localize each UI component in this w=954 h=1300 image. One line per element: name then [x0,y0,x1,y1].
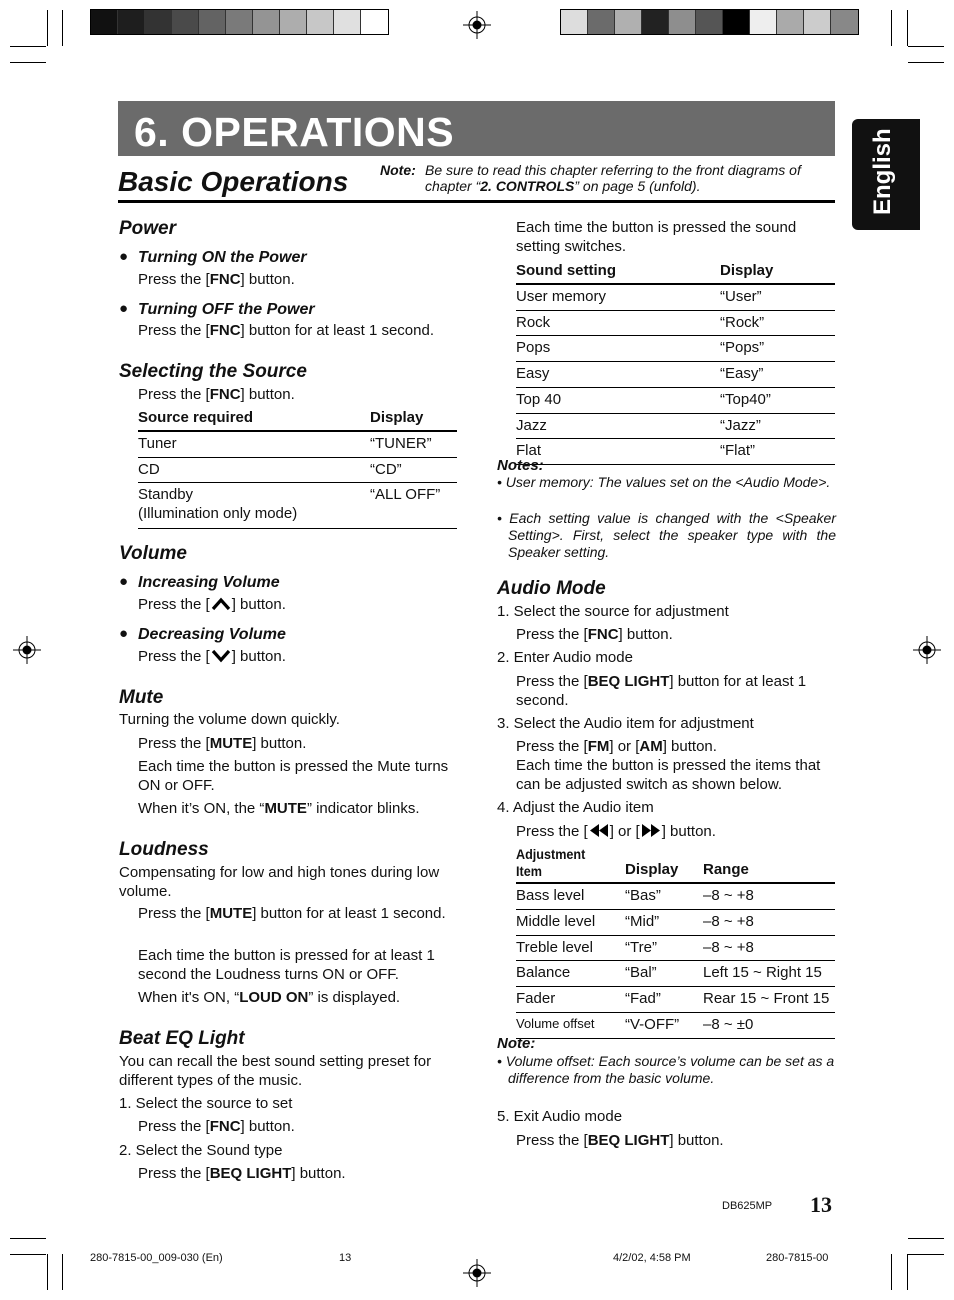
audio-step-4: 4. Adjust the Audio item [497,799,654,816]
table-row [516,362,835,388]
table-header: Source required [138,407,370,431]
chapter-note [380,162,836,194]
table-row [516,439,835,465]
table-header: Display [720,260,835,284]
crop-mark [908,1238,944,1239]
registration-mark-icon [13,636,41,664]
chapter-header-bar [118,101,835,156]
table-cell: “Mid” [625,909,703,935]
section-title: Basic Operations [118,166,349,197]
loudness-description: Each time the button is pressed for at least 1 second the Loudness turns ON or OFF. [138,947,435,983]
crop-mark [891,1254,892,1290]
table-row [516,909,835,935]
audio-step-3-instruction: Press the [FM] or [AM] button. [516,738,717,755]
table-cell: Top 40 [516,387,720,413]
color-bar-left [90,9,389,35]
turning-on-heading: Turning ON the Power [138,249,307,266]
audio-step-4-instruction: Press the [ ] or [ ] button. [516,823,716,840]
table-cell: Easy [516,362,720,388]
color-swatch [642,10,669,34]
registration-mark-icon [463,1259,491,1287]
source-instruction: Press the [FNC] button. [138,386,295,403]
color-swatch [199,10,226,34]
table-cell: –8 ~ ±0 [703,1012,835,1038]
table-cell: Balance [516,961,625,987]
color-swatch [307,10,334,34]
table-cell: Left 15 ~ Right 15 [703,961,835,987]
table-cell: “Pops” [720,336,835,362]
crop-mark [10,1254,46,1255]
table-header-row [516,260,835,284]
table-header-row [138,407,457,431]
beq-step-1-instruction: Press the [FNC] button. [138,1118,295,1135]
chevron-down-icon [210,648,232,664]
table-cell: “Top40” [720,387,835,413]
crop-mark [908,1254,944,1255]
notes-label: Notes: [497,457,544,474]
language-tab-label: English [869,128,896,215]
mute-description: Each time the button is pressed the Mute turns ON or OFF. [138,758,449,794]
beq-intro: You can recall the best sound setting preset for different types of the music. [119,1053,432,1089]
table-cell: Tuner [138,431,370,457]
bullet-icon: ● [119,573,129,590]
crop-mark [47,10,48,46]
table-cell: Fader [516,987,625,1013]
table-row [516,387,835,413]
footer-file: 280-7815-00_009-030 (En) [90,1252,223,1264]
table-cell: Standby (Illumination only mode) [138,483,370,529]
table-cell: “User” [720,284,835,310]
loudness-instruction: Press the [MUTE] button for at least 1 second. [138,905,446,922]
color-swatch [361,10,388,34]
mute-indicator-text: When it’s ON, the “MUTE” indicator blinks. [138,800,420,817]
crop-mark [10,62,46,63]
table-cell: “TUNER” [370,431,457,457]
note-label: Note: [380,162,416,178]
table-row [516,336,835,362]
audio-step-5: 5. Exit Audio mode [497,1108,623,1125]
seek-forward-icon [640,822,662,839]
crop-mark [10,1238,46,1239]
table-cell: Volume offset [516,1012,625,1038]
table-cell: Jazz [516,413,720,439]
audio-note-label: Note: [497,1035,536,1052]
color-swatch [615,10,642,34]
table-cell: “V-OFF” [625,1012,703,1038]
crop-mark [62,1254,63,1290]
table-cell: “Fad” [625,987,703,1013]
table-header: Sound setting [516,260,720,284]
table-cell: “Bas” [625,883,703,909]
table-cell: Rear 15 ~ Front 15 [703,987,835,1013]
crop-mark [908,46,944,47]
color-swatch [588,10,615,34]
table-row [516,961,835,987]
color-swatch [561,10,588,34]
table-cell: Pops [516,336,720,362]
table-row [516,987,835,1013]
power-heading: Power [119,218,177,239]
crop-mark [907,10,908,46]
color-swatch [91,10,118,34]
chevron-up-icon [210,596,232,612]
power-off-instruction: Press the [FNC] button for at least 1 second. [138,322,434,339]
footer-code: 280-7815-00 [766,1252,829,1264]
registration-mark-icon [463,11,491,39]
decrease-instruction: Press the [ ] button. [138,648,286,665]
table-row [516,413,835,439]
audio-mode-heading: Audio Mode [497,578,606,599]
table-cell: “CD” [370,457,457,483]
header-rule [118,200,835,203]
table-cell: Rock [516,310,720,336]
table-row [516,310,835,336]
beq-step-2-instruction: Press the [BEQ LIGHT] button. [138,1165,346,1182]
audio-step-2-instruction: Press the [BEQ LIGHT] button for at least 1 second. [516,673,807,709]
audio-step-1: 1. Select the source for adjustment [497,603,729,620]
sound-note-1: • User memory: The values set on the <Audio Mode>. [497,474,831,490]
table-header-row [516,845,835,883]
color-swatch [253,10,280,34]
color-swatch [172,10,199,34]
registration-mark-icon [913,636,941,664]
crop-mark [47,1254,48,1290]
mute-instruction: Press the [MUTE] button. [138,735,307,752]
audio-adjustment-table [516,845,835,1039]
color-swatch [226,10,253,34]
bullet-icon: ● [119,300,129,317]
table-cell: “Tre” [625,935,703,961]
language-tab [852,119,920,230]
table-cell: Middle level [516,909,625,935]
volume-heading: Volume [119,543,187,564]
crop-mark [907,1254,908,1290]
page-number: 13 [810,1192,832,1217]
color-swatch [696,10,723,34]
table-cell: “ALL OFF” [370,483,457,529]
color-swatch [669,10,696,34]
color-swatch [723,10,750,34]
turning-off-heading: Turning OFF the Power [138,301,315,318]
color-swatch [831,10,858,34]
table-row [138,457,457,483]
audio-step-3: 3. Select the Audio item for adjustment [497,715,754,732]
audio-step-5-instruction: Press the [BEQ LIGHT] button. [516,1132,724,1149]
loudness-intro: Compensating for low and high tones during low volume. [119,864,440,900]
crop-mark [10,46,46,47]
footer-date: 4/2/02, 4:58 PM [613,1252,691,1264]
source-heading: Selecting the Source [119,361,307,382]
note-text-bold: 2. CONTROLS [480,178,575,195]
table-header: Adjustment Item [516,845,625,883]
table-row [516,1012,835,1038]
table-row [516,935,835,961]
beq-step-2: 2. Select the Sound type [119,1142,283,1159]
table-cell: “Rock” [720,310,835,336]
increase-instruction: Press the [ ] button. [138,596,286,613]
loudness-heading: Loudness [119,839,209,860]
table-cell: CD [138,457,370,483]
table-row [138,431,457,457]
crop-mark [908,62,944,63]
audio-step-3-description: Each time the button is pressed the items that can be adjusted switch as shown below. [516,757,821,793]
mute-heading: Mute [119,687,164,708]
table-cell: –8 ~ +8 [703,935,835,961]
table-cell: “Flat” [720,439,835,465]
table-cell: “Easy” [720,362,835,388]
table-header: Range [703,845,835,883]
table-cell: Treble level [516,935,625,961]
footer-page: 13 [339,1252,352,1264]
beq-heading: Beat EQ Light [119,1028,245,1049]
loudness-on-text: When it's ON, “LOUD ON” is displayed. [138,989,401,1006]
audio-step-1-instruction: Press the [FNC] button. [516,626,673,643]
source-table [138,407,457,529]
color-bar-right [560,9,859,35]
note-text: Be sure to read this chapter referring to the front diagrams of chapter “ [425,162,801,195]
table-row [138,483,457,529]
model-number: DB625MP [722,1200,773,1212]
table-cell: –8 ~ +8 [703,909,835,935]
bullet-icon: ● [119,625,129,642]
color-swatch [750,10,777,34]
crop-mark [891,10,892,46]
table-header: Display [370,407,457,431]
color-swatch [804,10,831,34]
mute-intro: Turning the volume down quickly. [119,711,340,728]
table-row [516,883,835,909]
color-swatch [145,10,172,34]
color-swatch [280,10,307,34]
table-cell: Bass level [516,883,625,909]
audio-note: • Volume offset: Each source’s volume can be set as a difference from the basic volume. [497,1053,835,1086]
table-cell: –8 ~ +8 [703,883,835,909]
note-text: ” on page 5 (unfold). [574,178,701,195]
sound-setting-intro: Each time the button is pressed the sound setting switches. [516,219,797,255]
chapter-title: 6. OPERATIONS [134,109,455,155]
table-row [516,284,835,310]
table-header: Display [625,845,703,883]
table-cell: “Bal” [625,961,703,987]
bullet-icon: ● [119,248,129,265]
increasing-volume-heading: Increasing Volume [138,574,280,591]
power-on-instruction: Press the [FNC] button. [138,271,295,288]
crop-mark [62,10,63,46]
audio-step-2: 2. Enter Audio mode [497,649,633,666]
table-cell: “Jazz” [720,413,835,439]
sound-setting-table [516,260,835,465]
table-cell: User memory [516,284,720,310]
color-swatch [334,10,361,34]
table-cell: Flat [516,439,720,465]
sound-note-2: • Each setting value is changed with the <Speaker Setting>. First, select the speaker type with the Speaker setting. [497,510,836,560]
color-swatch [777,10,804,34]
color-swatch [118,10,145,34]
beq-step-1: 1. Select the source to set [119,1095,293,1112]
seek-back-icon [588,822,610,839]
decreasing-volume-heading: Decreasing Volume [138,626,286,643]
